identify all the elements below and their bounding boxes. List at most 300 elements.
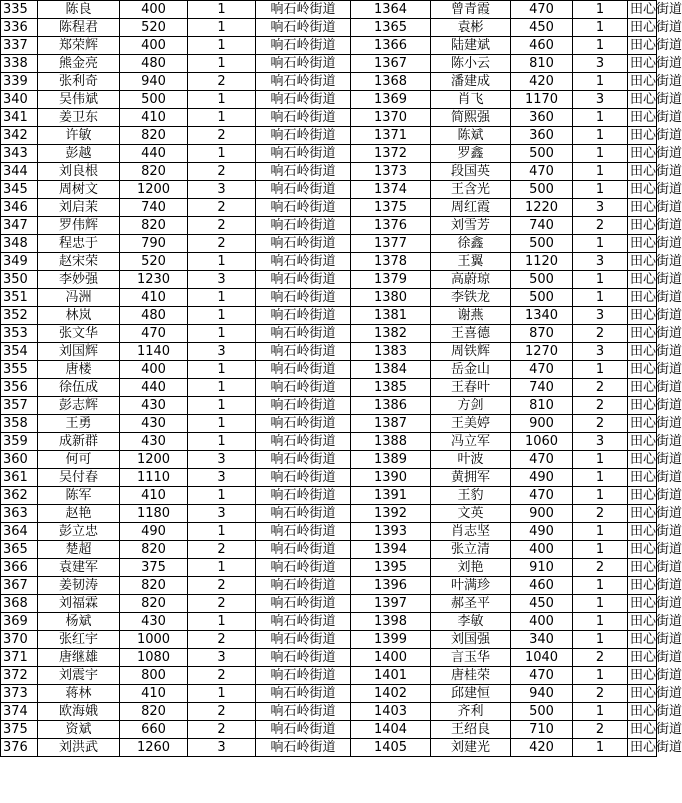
right-street-cell[interactable]: 田心街道 <box>628 415 657 433</box>
right-count-cell[interactable]: 3 <box>573 433 628 451</box>
left-amount-cell[interactable]: 430 <box>120 415 188 433</box>
left-name-cell[interactable]: 李妙强 <box>38 271 120 289</box>
left-amount-cell[interactable]: 400 <box>120 1 188 19</box>
right-street-cell[interactable]: 田心街道 <box>628 577 657 595</box>
left-name-cell[interactable]: 林岚 <box>38 307 120 325</box>
right-serial-number-cell[interactable]: 1405 <box>351 739 431 757</box>
right-amount-cell[interactable]: 470 <box>511 487 573 505</box>
left-count-cell[interactable]: 2 <box>188 217 256 235</box>
right-name-cell[interactable]: 黄拥军 <box>431 469 511 487</box>
right-serial-number-cell[interactable]: 1389 <box>351 451 431 469</box>
left-serial-number-cell[interactable]: 366 <box>1 559 38 577</box>
right-street-cell[interactable]: 田心街道 <box>628 631 657 649</box>
left-count-cell[interactable]: 2 <box>188 595 256 613</box>
right-name-cell[interactable]: 言玉华 <box>431 649 511 667</box>
right-name-cell[interactable]: 肖志坚 <box>431 523 511 541</box>
right-name-cell[interactable]: 潘建成 <box>431 73 511 91</box>
right-count-cell[interactable]: 1 <box>573 469 628 487</box>
left-name-cell[interactable]: 杨斌 <box>38 613 120 631</box>
left-name-cell[interactable]: 徐伍成 <box>38 379 120 397</box>
right-street-cell[interactable]: 田心街道 <box>628 199 657 217</box>
left-serial-number-cell[interactable]: 359 <box>1 433 38 451</box>
left-serial-number-cell[interactable]: 347 <box>1 217 38 235</box>
left-serial-number-cell[interactable]: 353 <box>1 325 38 343</box>
left-count-cell[interactable]: 1 <box>188 613 256 631</box>
right-count-cell[interactable]: 3 <box>573 91 628 109</box>
left-count-cell[interactable]: 1 <box>188 559 256 577</box>
left-serial-number-cell[interactable]: 341 <box>1 109 38 127</box>
right-street-cell[interactable]: 田心街道 <box>628 451 657 469</box>
right-street-cell[interactable]: 田心街道 <box>628 235 657 253</box>
left-name-cell[interactable]: 王勇 <box>38 415 120 433</box>
right-street-cell[interactable]: 田心街道 <box>628 271 657 289</box>
right-amount-cell[interactable]: 460 <box>511 577 573 595</box>
right-count-cell[interactable]: 2 <box>573 397 628 415</box>
right-serial-number-cell[interactable]: 1387 <box>351 415 431 433</box>
right-name-cell[interactable]: 罗鑫 <box>431 145 511 163</box>
right-amount-cell[interactable]: 500 <box>511 235 573 253</box>
right-street-cell[interactable]: 田心街道 <box>628 541 657 559</box>
left-street-cell[interactable]: 响石岭街道 <box>256 649 351 667</box>
left-count-cell[interactable]: 1 <box>188 19 256 37</box>
right-amount-cell[interactable]: 1340 <box>511 307 573 325</box>
right-count-cell[interactable]: 1 <box>573 145 628 163</box>
left-street-cell[interactable]: 响石岭街道 <box>256 667 351 685</box>
left-street-cell[interactable]: 响石岭街道 <box>256 235 351 253</box>
left-serial-number-cell[interactable]: 375 <box>1 721 38 739</box>
left-name-cell[interactable]: 郑荣辉 <box>38 37 120 55</box>
right-name-cell[interactable]: 王翼 <box>431 253 511 271</box>
right-count-cell[interactable]: 1 <box>573 37 628 55</box>
right-name-cell[interactable]: 陈斌 <box>431 127 511 145</box>
right-street-cell[interactable]: 田心街道 <box>628 325 657 343</box>
left-street-cell[interactable]: 响石岭街道 <box>256 739 351 757</box>
left-count-cell[interactable]: 2 <box>188 703 256 721</box>
right-amount-cell[interactable]: 360 <box>511 109 573 127</box>
right-street-cell[interactable]: 田心街道 <box>628 181 657 199</box>
right-amount-cell[interactable]: 470 <box>511 1 573 19</box>
right-serial-number-cell[interactable]: 1371 <box>351 127 431 145</box>
right-amount-cell[interactable]: 1270 <box>511 343 573 361</box>
right-street-cell[interactable]: 田心街道 <box>628 91 657 109</box>
right-street-cell[interactable]: 田心街道 <box>628 1 657 19</box>
right-street-cell[interactable]: 田心街道 <box>628 739 657 757</box>
left-amount-cell[interactable]: 820 <box>120 541 188 559</box>
left-street-cell[interactable]: 响石岭街道 <box>256 145 351 163</box>
right-count-cell[interactable]: 1 <box>573 631 628 649</box>
right-serial-number-cell[interactable]: 1402 <box>351 685 431 703</box>
right-count-cell[interactable]: 1 <box>573 361 628 379</box>
right-count-cell[interactable]: 2 <box>573 559 628 577</box>
left-serial-number-cell[interactable]: 374 <box>1 703 38 721</box>
right-street-cell[interactable]: 田心街道 <box>628 685 657 703</box>
left-count-cell[interactable]: 1 <box>188 523 256 541</box>
left-serial-number-cell[interactable]: 340 <box>1 91 38 109</box>
left-serial-number-cell[interactable]: 350 <box>1 271 38 289</box>
left-amount-cell[interactable]: 430 <box>120 613 188 631</box>
left-name-cell[interactable]: 刘启茉 <box>38 199 120 217</box>
right-name-cell[interactable]: 邱建恒 <box>431 685 511 703</box>
left-name-cell[interactable]: 蒋林 <box>38 685 120 703</box>
right-street-cell[interactable]: 田心街道 <box>628 253 657 271</box>
left-count-cell[interactable]: 1 <box>188 325 256 343</box>
left-serial-number-cell[interactable]: 372 <box>1 667 38 685</box>
left-serial-number-cell[interactable]: 363 <box>1 505 38 523</box>
left-street-cell[interactable]: 响石岭街道 <box>256 523 351 541</box>
left-count-cell[interactable]: 2 <box>188 541 256 559</box>
left-count-cell[interactable]: 1 <box>188 379 256 397</box>
right-serial-number-cell[interactable]: 1391 <box>351 487 431 505</box>
left-count-cell[interactable]: 1 <box>188 37 256 55</box>
right-amount-cell[interactable]: 360 <box>511 127 573 145</box>
right-count-cell[interactable]: 2 <box>573 721 628 739</box>
left-serial-number-cell[interactable]: 342 <box>1 127 38 145</box>
right-serial-number-cell[interactable]: 1368 <box>351 73 431 91</box>
right-serial-number-cell[interactable]: 1372 <box>351 145 431 163</box>
right-amount-cell[interactable]: 420 <box>511 73 573 91</box>
left-street-cell[interactable]: 响石岭街道 <box>256 433 351 451</box>
right-amount-cell[interactable]: 490 <box>511 523 573 541</box>
right-street-cell[interactable]: 田心街道 <box>628 379 657 397</box>
right-name-cell[interactable]: 刘雪芳 <box>431 217 511 235</box>
left-amount-cell[interactable]: 740 <box>120 199 188 217</box>
left-amount-cell[interactable]: 790 <box>120 235 188 253</box>
right-amount-cell[interactable]: 870 <box>511 325 573 343</box>
right-name-cell[interactable]: 陈小云 <box>431 55 511 73</box>
left-name-cell[interactable]: 程忠于 <box>38 235 120 253</box>
left-name-cell[interactable]: 姜卫东 <box>38 109 120 127</box>
left-count-cell[interactable]: 3 <box>188 181 256 199</box>
left-serial-number-cell[interactable]: 355 <box>1 361 38 379</box>
right-amount-cell[interactable]: 1220 <box>511 199 573 217</box>
left-name-cell[interactable]: 赵宋荣 <box>38 253 120 271</box>
right-count-cell[interactable]: 2 <box>573 505 628 523</box>
right-count-cell[interactable]: 3 <box>573 343 628 361</box>
right-amount-cell[interactable]: 1040 <box>511 649 573 667</box>
left-serial-number-cell[interactable]: 361 <box>1 469 38 487</box>
right-count-cell[interactable]: 3 <box>573 307 628 325</box>
left-count-cell[interactable]: 2 <box>188 199 256 217</box>
left-serial-number-cell[interactable]: 352 <box>1 307 38 325</box>
left-street-cell[interactable]: 响石岭街道 <box>256 721 351 739</box>
right-street-cell[interactable]: 田心街道 <box>628 487 657 505</box>
left-street-cell[interactable]: 响石岭街道 <box>256 325 351 343</box>
right-name-cell[interactable]: 曾青霞 <box>431 1 511 19</box>
left-serial-number-cell[interactable]: 351 <box>1 289 38 307</box>
left-amount-cell[interactable]: 520 <box>120 253 188 271</box>
left-name-cell[interactable]: 彭立忠 <box>38 523 120 541</box>
left-name-cell[interactable]: 赵艳 <box>38 505 120 523</box>
left-name-cell[interactable]: 何可 <box>38 451 120 469</box>
left-count-cell[interactable]: 1 <box>188 145 256 163</box>
right-amount-cell[interactable]: 420 <box>511 739 573 757</box>
left-serial-number-cell[interactable]: 373 <box>1 685 38 703</box>
left-amount-cell[interactable]: 800 <box>120 667 188 685</box>
left-serial-number-cell[interactable]: 357 <box>1 397 38 415</box>
left-name-cell[interactable]: 唐继雄 <box>38 649 120 667</box>
right-serial-number-cell[interactable]: 1404 <box>351 721 431 739</box>
right-name-cell[interactable]: 文英 <box>431 505 511 523</box>
left-serial-number-cell[interactable]: 360 <box>1 451 38 469</box>
left-amount-cell[interactable]: 440 <box>120 145 188 163</box>
left-serial-number-cell[interactable]: 376 <box>1 739 38 757</box>
left-street-cell[interactable]: 响石岭街道 <box>256 577 351 595</box>
left-street-cell[interactable]: 响石岭街道 <box>256 217 351 235</box>
left-street-cell[interactable]: 响石岭街道 <box>256 181 351 199</box>
right-serial-number-cell[interactable]: 1378 <box>351 253 431 271</box>
right-street-cell[interactable]: 田心街道 <box>628 307 657 325</box>
right-serial-number-cell[interactable]: 1379 <box>351 271 431 289</box>
right-amount-cell[interactable]: 810 <box>511 55 573 73</box>
left-street-cell[interactable]: 响石岭街道 <box>256 361 351 379</box>
left-count-cell[interactable]: 2 <box>188 127 256 145</box>
left-amount-cell[interactable]: 470 <box>120 325 188 343</box>
right-name-cell[interactable]: 郝圣平 <box>431 595 511 613</box>
right-amount-cell[interactable]: 500 <box>511 271 573 289</box>
left-name-cell[interactable]: 吴伟斌 <box>38 91 120 109</box>
right-amount-cell[interactable]: 500 <box>511 289 573 307</box>
left-count-cell[interactable]: 2 <box>188 235 256 253</box>
left-street-cell[interactable]: 响石岭街道 <box>256 541 351 559</box>
right-name-cell[interactable]: 高蔚琼 <box>431 271 511 289</box>
right-amount-cell[interactable]: 740 <box>511 379 573 397</box>
right-amount-cell[interactable]: 400 <box>511 613 573 631</box>
left-amount-cell[interactable]: 410 <box>120 487 188 505</box>
left-name-cell[interactable]: 熊金亮 <box>38 55 120 73</box>
right-name-cell[interactable]: 叶波 <box>431 451 511 469</box>
left-amount-cell[interactable]: 410 <box>120 109 188 127</box>
right-count-cell[interactable]: 3 <box>573 199 628 217</box>
left-amount-cell[interactable]: 820 <box>120 595 188 613</box>
left-street-cell[interactable]: 响石岭街道 <box>256 559 351 577</box>
right-amount-cell[interactable]: 900 <box>511 415 573 433</box>
right-street-cell[interactable]: 田心街道 <box>628 343 657 361</box>
right-count-cell[interactable]: 2 <box>573 325 628 343</box>
left-amount-cell[interactable]: 1140 <box>120 343 188 361</box>
left-serial-number-cell[interactable]: 368 <box>1 595 38 613</box>
right-serial-number-cell[interactable]: 1367 <box>351 55 431 73</box>
left-street-cell[interactable]: 响石岭街道 <box>256 487 351 505</box>
right-serial-number-cell[interactable]: 1377 <box>351 235 431 253</box>
right-street-cell[interactable]: 田心街道 <box>628 433 657 451</box>
right-count-cell[interactable]: 2 <box>573 649 628 667</box>
right-count-cell[interactable]: 1 <box>573 739 628 757</box>
left-count-cell[interactable]: 2 <box>188 163 256 181</box>
right-count-cell[interactable]: 1 <box>573 271 628 289</box>
right-name-cell[interactable]: 陆建斌 <box>431 37 511 55</box>
left-name-cell[interactable]: 陈军 <box>38 487 120 505</box>
right-amount-cell[interactable]: 400 <box>511 541 573 559</box>
right-amount-cell[interactable]: 910 <box>511 559 573 577</box>
left-serial-number-cell[interactable]: 354 <box>1 343 38 361</box>
left-amount-cell[interactable]: 1260 <box>120 739 188 757</box>
left-serial-number-cell[interactable]: 358 <box>1 415 38 433</box>
left-count-cell[interactable]: 3 <box>188 343 256 361</box>
right-amount-cell[interactable]: 340 <box>511 631 573 649</box>
left-serial-number-cell[interactable]: 364 <box>1 523 38 541</box>
right-amount-cell[interactable]: 500 <box>511 145 573 163</box>
left-count-cell[interactable]: 1 <box>188 91 256 109</box>
right-amount-cell[interactable]: 490 <box>511 469 573 487</box>
left-street-cell[interactable]: 响石岭街道 <box>256 19 351 37</box>
right-serial-number-cell[interactable]: 1400 <box>351 649 431 667</box>
left-serial-number-cell[interactable]: 348 <box>1 235 38 253</box>
left-amount-cell[interactable]: 820 <box>120 163 188 181</box>
left-count-cell[interactable]: 2 <box>188 721 256 739</box>
left-street-cell[interactable]: 响石岭街道 <box>256 163 351 181</box>
right-street-cell[interactable]: 田心街道 <box>628 667 657 685</box>
right-serial-number-cell[interactable]: 1373 <box>351 163 431 181</box>
left-count-cell[interactable]: 1 <box>188 685 256 703</box>
right-amount-cell[interactable]: 450 <box>511 19 573 37</box>
right-count-cell[interactable]: 2 <box>573 415 628 433</box>
right-count-cell[interactable]: 1 <box>573 73 628 91</box>
left-name-cell[interactable]: 刘震宇 <box>38 667 120 685</box>
right-count-cell[interactable]: 1 <box>573 1 628 19</box>
right-street-cell[interactable]: 田心街道 <box>628 469 657 487</box>
left-amount-cell[interactable]: 480 <box>120 307 188 325</box>
right-count-cell[interactable]: 1 <box>573 235 628 253</box>
left-amount-cell[interactable]: 1200 <box>120 451 188 469</box>
left-count-cell[interactable]: 1 <box>188 415 256 433</box>
right-serial-number-cell[interactable]: 1366 <box>351 37 431 55</box>
left-name-cell[interactable]: 资斌 <box>38 721 120 739</box>
left-amount-cell[interactable]: 490 <box>120 523 188 541</box>
left-amount-cell[interactable]: 940 <box>120 73 188 91</box>
left-name-cell[interactable]: 姜韧涛 <box>38 577 120 595</box>
right-count-cell[interactable]: 2 <box>573 379 628 397</box>
right-amount-cell[interactable]: 450 <box>511 595 573 613</box>
left-count-cell[interactable]: 3 <box>188 739 256 757</box>
right-name-cell[interactable]: 谢燕 <box>431 307 511 325</box>
right-street-cell[interactable]: 田心街道 <box>628 649 657 667</box>
right-amount-cell[interactable]: 940 <box>511 685 573 703</box>
right-count-cell[interactable]: 1 <box>573 523 628 541</box>
left-street-cell[interactable]: 响石岭街道 <box>256 379 351 397</box>
right-amount-cell[interactable]: 460 <box>511 37 573 55</box>
left-serial-number-cell[interactable]: 356 <box>1 379 38 397</box>
right-serial-number-cell[interactable]: 1374 <box>351 181 431 199</box>
left-count-cell[interactable]: 3 <box>188 505 256 523</box>
right-amount-cell[interactable]: 710 <box>511 721 573 739</box>
right-name-cell[interactable]: 李敏 <box>431 613 511 631</box>
left-street-cell[interactable]: 响石岭街道 <box>256 595 351 613</box>
right-count-cell[interactable]: 1 <box>573 289 628 307</box>
right-street-cell[interactable]: 田心街道 <box>628 127 657 145</box>
right-serial-number-cell[interactable]: 1381 <box>351 307 431 325</box>
right-name-cell[interactable]: 刘艳 <box>431 559 511 577</box>
left-name-cell[interactable]: 许敏 <box>38 127 120 145</box>
right-serial-number-cell[interactable]: 1403 <box>351 703 431 721</box>
left-count-cell[interactable]: 3 <box>188 469 256 487</box>
left-name-cell[interactable]: 吴付春 <box>38 469 120 487</box>
right-serial-number-cell[interactable]: 1392 <box>351 505 431 523</box>
right-serial-number-cell[interactable]: 1370 <box>351 109 431 127</box>
left-serial-number-cell[interactable]: 344 <box>1 163 38 181</box>
left-name-cell[interactable]: 周树文 <box>38 181 120 199</box>
right-street-cell[interactable]: 田心街道 <box>628 145 657 163</box>
right-street-cell[interactable]: 田心街道 <box>628 523 657 541</box>
right-name-cell[interactable]: 徐鑫 <box>431 235 511 253</box>
left-amount-cell[interactable]: 820 <box>120 127 188 145</box>
right-name-cell[interactable]: 王美婷 <box>431 415 511 433</box>
left-serial-number-cell[interactable]: 369 <box>1 613 38 631</box>
right-name-cell[interactable]: 李铁龙 <box>431 289 511 307</box>
right-serial-number-cell[interactable]: 1394 <box>351 541 431 559</box>
left-name-cell[interactable]: 楚超 <box>38 541 120 559</box>
left-amount-cell[interactable]: 440 <box>120 379 188 397</box>
right-street-cell[interactable]: 田心街道 <box>628 289 657 307</box>
right-street-cell[interactable]: 田心街道 <box>628 721 657 739</box>
left-amount-cell[interactable]: 410 <box>120 289 188 307</box>
right-serial-number-cell[interactable]: 1397 <box>351 595 431 613</box>
right-street-cell[interactable]: 田心街道 <box>628 217 657 235</box>
right-name-cell[interactable]: 王喜德 <box>431 325 511 343</box>
right-amount-cell[interactable]: 810 <box>511 397 573 415</box>
left-serial-number-cell[interactable]: 339 <box>1 73 38 91</box>
left-amount-cell[interactable]: 520 <box>120 19 188 37</box>
right-street-cell[interactable]: 田心街道 <box>628 19 657 37</box>
left-amount-cell[interactable]: 375 <box>120 559 188 577</box>
right-count-cell[interactable]: 3 <box>573 253 628 271</box>
left-amount-cell[interactable]: 430 <box>120 433 188 451</box>
left-street-cell[interactable]: 响石岭街道 <box>256 91 351 109</box>
left-amount-cell[interactable]: 1110 <box>120 469 188 487</box>
right-street-cell[interactable]: 田心街道 <box>628 397 657 415</box>
right-serial-number-cell[interactable]: 1401 <box>351 667 431 685</box>
right-count-cell[interactable]: 3 <box>573 55 628 73</box>
right-name-cell[interactable]: 王豹 <box>431 487 511 505</box>
left-count-cell[interactable]: 1 <box>188 253 256 271</box>
left-name-cell[interactable]: 刘国辉 <box>38 343 120 361</box>
right-name-cell[interactable]: 周铁辉 <box>431 343 511 361</box>
left-count-cell[interactable]: 1 <box>188 487 256 505</box>
right-amount-cell[interactable]: 470 <box>511 163 573 181</box>
left-count-cell[interactable]: 1 <box>188 361 256 379</box>
left-street-cell[interactable]: 响石岭街道 <box>256 415 351 433</box>
left-amount-cell[interactable]: 1230 <box>120 271 188 289</box>
left-amount-cell[interactable]: 820 <box>120 217 188 235</box>
right-serial-number-cell[interactable]: 1396 <box>351 577 431 595</box>
right-amount-cell[interactable]: 1060 <box>511 433 573 451</box>
left-serial-number-cell[interactable]: 367 <box>1 577 38 595</box>
right-serial-number-cell[interactable]: 1393 <box>351 523 431 541</box>
right-serial-number-cell[interactable]: 1364 <box>351 1 431 19</box>
left-street-cell[interactable]: 响石岭街道 <box>256 307 351 325</box>
right-amount-cell[interactable]: 470 <box>511 361 573 379</box>
left-serial-number-cell[interactable]: 365 <box>1 541 38 559</box>
left-count-cell[interactable]: 2 <box>188 667 256 685</box>
left-street-cell[interactable]: 响石岭街道 <box>256 703 351 721</box>
left-name-cell[interactable]: 陈程君 <box>38 19 120 37</box>
right-street-cell[interactable]: 田心街道 <box>628 505 657 523</box>
right-serial-number-cell[interactable]: 1382 <box>351 325 431 343</box>
right-name-cell[interactable]: 王绍良 <box>431 721 511 739</box>
left-street-cell[interactable]: 响石岭街道 <box>256 73 351 91</box>
right-street-cell[interactable]: 田心街道 <box>628 163 657 181</box>
right-serial-number-cell[interactable]: 1390 <box>351 469 431 487</box>
left-name-cell[interactable]: 张利奇 <box>38 73 120 91</box>
right-count-cell[interactable]: 1 <box>573 487 628 505</box>
left-amount-cell[interactable]: 410 <box>120 685 188 703</box>
left-amount-cell[interactable]: 820 <box>120 577 188 595</box>
left-name-cell[interactable]: 张红宇 <box>38 631 120 649</box>
right-street-cell[interactable]: 田心街道 <box>628 595 657 613</box>
left-amount-cell[interactable]: 1180 <box>120 505 188 523</box>
right-street-cell[interactable]: 田心街道 <box>628 109 657 127</box>
right-serial-number-cell[interactable]: 1384 <box>351 361 431 379</box>
right-amount-cell[interactable]: 500 <box>511 181 573 199</box>
